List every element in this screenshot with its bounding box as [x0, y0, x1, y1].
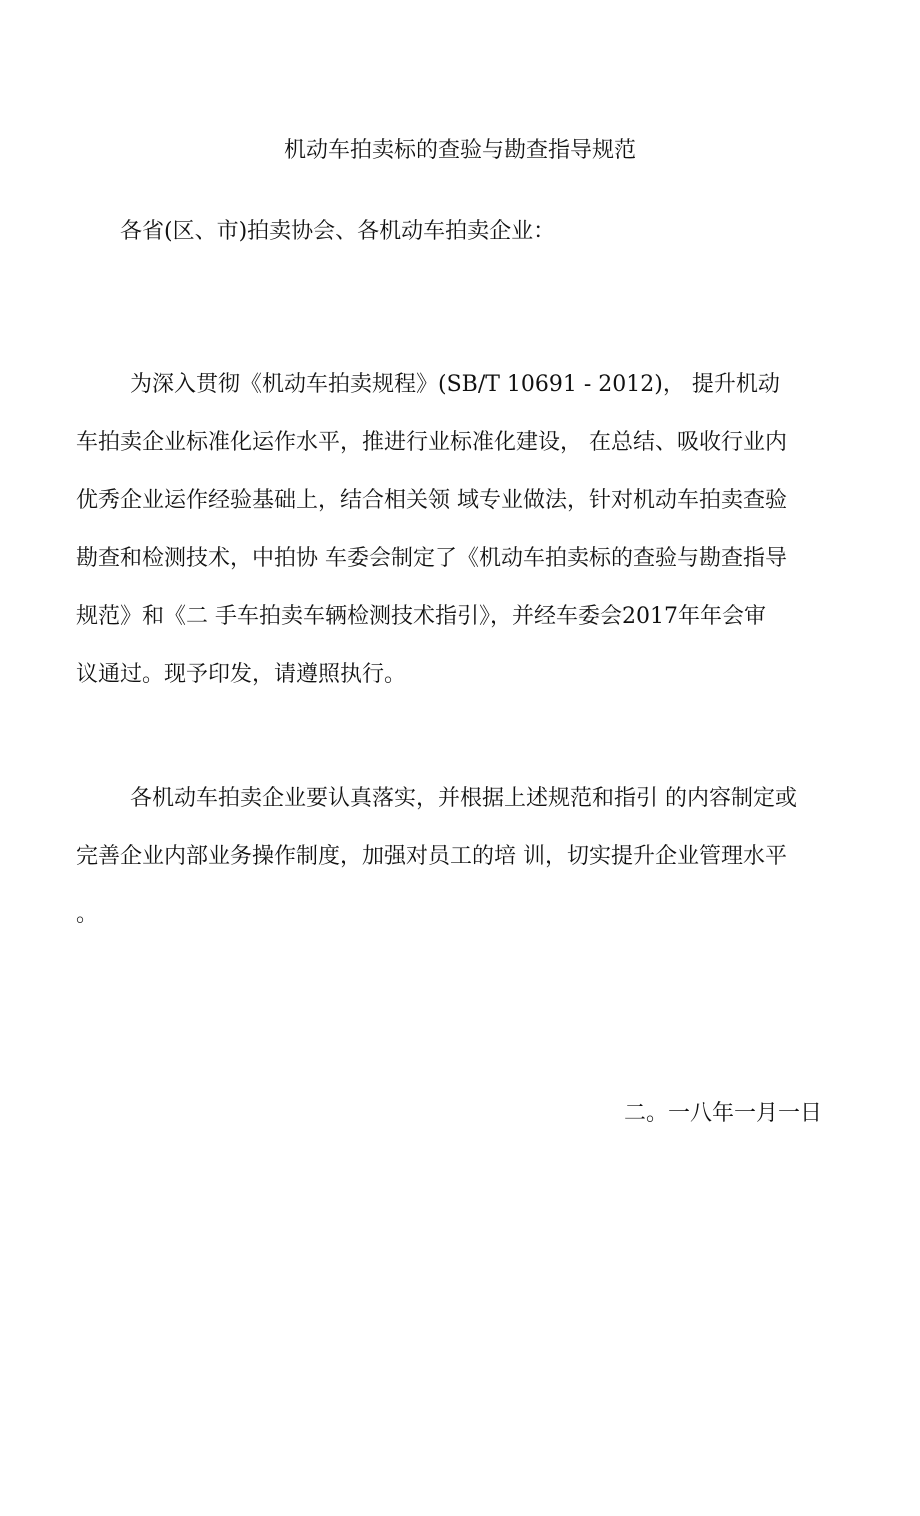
document-title: 机动车拍卖标的查验与勘查指导规范	[283, 138, 636, 163]
paragraph-line: 规范》和《二 手车拍卖车辆检测技术指引》，并经车委会2017年年会审	[76, 604, 766, 629]
paragraph-line: 。	[76, 902, 99, 927]
paragraph-line: 议通过。现予印发，请遵照执行。	[76, 662, 407, 687]
paragraph-line: 完善企业内部业务操作制度，加强对员工的培 训，切实提升企业管理水平	[76, 844, 787, 869]
paragraph-line: 勘查和检测技术，中拍协 车委会制定了《机动车拍卖标的查验与勘查指导	[76, 546, 787, 571]
paragraph-line: 优秀企业运作经验基础上，结合相关领 域专业做法，针对机动车拍卖查验	[76, 488, 787, 513]
paragraph-line: 各机动车拍卖企业要认真落实，并根据上述规范和指引 的内容制定或	[130, 786, 797, 811]
paragraph-1	[76, 356, 854, 704]
paragraph-2	[76, 770, 854, 944]
paragraph-line: 为深入贯彻《机动车拍卖规程》(SB/T 10691 - 2012)， 提升机动	[130, 372, 780, 397]
document-date: 二。一八年一月一日	[623, 1101, 822, 1126]
salutation: 各省(区、市)拍卖协会、各机动车拍卖企业：	[120, 219, 556, 244]
paragraph-line: 车拍卖企业标准化运作水平，推进行业标准化建设， 在总结、吸收行业内	[76, 430, 787, 455]
